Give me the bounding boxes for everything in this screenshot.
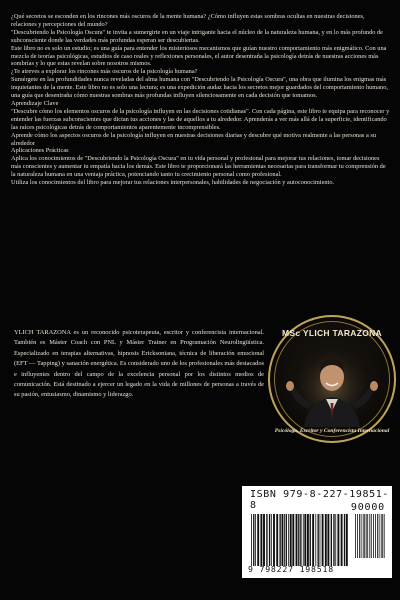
blurb-paragraph: Sumérgete en las profundidades nunca reveladas del alma humana con "Descubriendo la Psicología Oscura", una obra que ilumina los enigmas más inquietantes de la mente. Este libro no es solo una lectura; es una expedición audaz hacia los secretos mejor guardados del comportamiento humano, una guía que desentraña cómo nuestras sombras más profundas influyen silenciosamente en cada decisión que tomamos. bbox=[11, 76, 388, 100]
barcode-bar bbox=[325, 514, 327, 566]
barcode-bar bbox=[253, 514, 254, 566]
author-bio: YLICH TARAZONA es un reconocido psicoterapeuta, escritor y conferencista internacional. También es Máster Coach con PNL y Máster Trainer en Programación Neurolingüística. Especializado en terapias alternativas, hipnosis Ericksoniana, técnica de liberación emocional (EFT — Tapping) y sanación energética. Es considerado uno de los profesionales más destacados e influyentes dentro del campo de la excelencia personal por los distintos medios de comunicación. Está destinado a ejercer un legado en la vida de millones de personas a través de su pasión, entusiasmo, dinamismo y liderazgo. bbox=[14, 329, 264, 399]
barcode-bar bbox=[318, 514, 319, 566]
barcode-bar bbox=[279, 514, 280, 566]
barcode-bar bbox=[331, 514, 332, 566]
barcode-bar bbox=[286, 514, 287, 566]
barcode-bar bbox=[341, 514, 343, 566]
barcode-bar bbox=[255, 514, 256, 566]
barcode-bar bbox=[377, 514, 378, 558]
barcode-bar bbox=[337, 514, 339, 566]
barcode-bar bbox=[282, 514, 284, 566]
seal-title: MSc YLICH TARAZONA bbox=[281, 328, 382, 338]
seal-subtitle: Psicólogo, Escritor y Conferencista Internacional bbox=[274, 427, 390, 434]
barcode-bar bbox=[260, 514, 262, 566]
barcode-bar bbox=[355, 514, 356, 558]
blurb-paragraph: Aplica los conocimientos de "Descubriendo la Psicología Oscura" en tu vida personal y profesional para mejorar tus relaciones, tomar decisiones más conscientes y aumentar tu empatía hacia los demás. Este libro te proporcionará las herramientas necesarias para transformar tu comprensión de la naturaleza humana en una ventaja práctica, potenciando tanto tu crecimiento personal como profesional. bbox=[11, 155, 386, 179]
blurb-paragraph: Aprende cómo los aspectos oscuros de la psicología influyen en nuestras decisiones diarias y descubre qué motiva realmente a las personas a su alrededor bbox=[11, 131, 377, 147]
barcode-bar bbox=[373, 514, 374, 558]
author-seal bbox=[268, 315, 396, 443]
barcode-bar bbox=[361, 514, 362, 558]
barcode-bar bbox=[375, 514, 376, 558]
blurb-question: ¿Qué secretos se esconden en los rincones más oscuros de la mente humana? ¿Cómo influyen estas sombras ocultas en nuestras decisiones, relaciones y percepciones del mundo? bbox=[11, 13, 365, 28]
barcode-bar bbox=[346, 514, 348, 566]
barcode-bar bbox=[273, 514, 275, 566]
barcode-bar bbox=[315, 514, 316, 566]
barcode-bar bbox=[367, 514, 368, 558]
barcode-bar bbox=[307, 514, 309, 566]
barcode-bar bbox=[312, 514, 314, 566]
isbn-label: ISBN 979-8-227-19851-8 bbox=[250, 489, 390, 511]
blurb-paragraph: Este libro no es solo un estudio; es una guía para entender los misteriosos mecanismos que guían nuestro comportamiento más enigmático. Con una mezcla de teorías psicológicas, estudios de caso reales y reflexiones personales, el autor desentraña la psicología detrás de nuestras acciones más sombrías y lo que estas revelan sobre nosotros mismos. bbox=[11, 44, 387, 68]
barcode-bar bbox=[288, 514, 289, 566]
price-code: 90000 bbox=[350, 502, 385, 513]
blurb-heading: Aprendizaje Clave bbox=[11, 99, 59, 107]
barcode-bar bbox=[357, 514, 358, 558]
barcode-bar bbox=[363, 514, 364, 558]
barcode-bar bbox=[290, 514, 292, 566]
barcode-bar bbox=[276, 514, 278, 566]
barcode-bar bbox=[263, 514, 265, 566]
barcode-bar bbox=[371, 514, 372, 558]
barcode-bar bbox=[269, 514, 270, 566]
barcode-bar bbox=[382, 514, 383, 558]
ean-number: 9 798227 198518 bbox=[248, 564, 334, 574]
isbn-barcode bbox=[242, 486, 392, 578]
barcode-bar bbox=[298, 514, 299, 566]
barcode-bars bbox=[250, 514, 350, 566]
barcode-bar bbox=[359, 514, 360, 558]
barcode-bar bbox=[251, 514, 252, 566]
barcode-bar bbox=[284, 514, 285, 566]
blurb-text bbox=[11, 13, 391, 187]
blurb-paragraph: "Descubre cómo los elementos oscuros de la psicología influyen en las decisiones cotidianas". Con cada página, este libro te equipa para reconocer y entender las fuerzas subconscientes que dictan tus acciones y las de aquellos a tu alrededor. Aprenderás a ver más allá de la superficie, identificando las raíces psicológicas detrás de comportamientos aparentemente incomprensibles. bbox=[11, 107, 390, 131]
barcode-bar bbox=[257, 514, 259, 566]
price-barcode-bars bbox=[354, 514, 386, 558]
barcode-bar bbox=[266, 514, 267, 566]
barcode-bar bbox=[335, 514, 336, 566]
barcode-bar bbox=[379, 514, 380, 558]
barcode-bar bbox=[364, 514, 365, 558]
barcode-bar bbox=[333, 514, 334, 566]
barcode-bar bbox=[303, 514, 304, 566]
barcode-bar bbox=[310, 514, 311, 566]
blurb-paragraph: "Descubriendo la Psicología Oscura" te invita a sumergirte en un viaje intrigante hacia el núcleo de la naturaleza humana, y en lo más profundo de subconsciente donde las verdades más profundas esperan ser descubiertas. bbox=[11, 28, 383, 44]
barcode-bar bbox=[369, 514, 370, 558]
barcode-bar bbox=[384, 514, 385, 558]
barcode-bar bbox=[292, 514, 294, 566]
blurb-question: ¿Te atreves a explorar los rincones más oscuros de la psicología humana? bbox=[11, 68, 198, 76]
barcode-bar bbox=[327, 514, 329, 566]
barcode-bar bbox=[296, 514, 298, 566]
barcode-bar bbox=[304, 514, 306, 566]
barcode-bar bbox=[271, 514, 272, 566]
blurb-heading: Aplicaciones Prácticas bbox=[11, 147, 69, 155]
barcode-bar bbox=[322, 514, 324, 566]
blurb-paragraph: Utiliza los conocimientos del libro para mejorar tus relaciones interpersonales, habilidades de negociación y autoconocimiento. bbox=[11, 179, 335, 187]
barcode-bar bbox=[344, 514, 345, 566]
barcode-bar bbox=[320, 514, 321, 566]
barcode-bar bbox=[300, 514, 301, 566]
barcode-bar bbox=[366, 514, 367, 558]
barcode-bar bbox=[381, 514, 382, 558]
